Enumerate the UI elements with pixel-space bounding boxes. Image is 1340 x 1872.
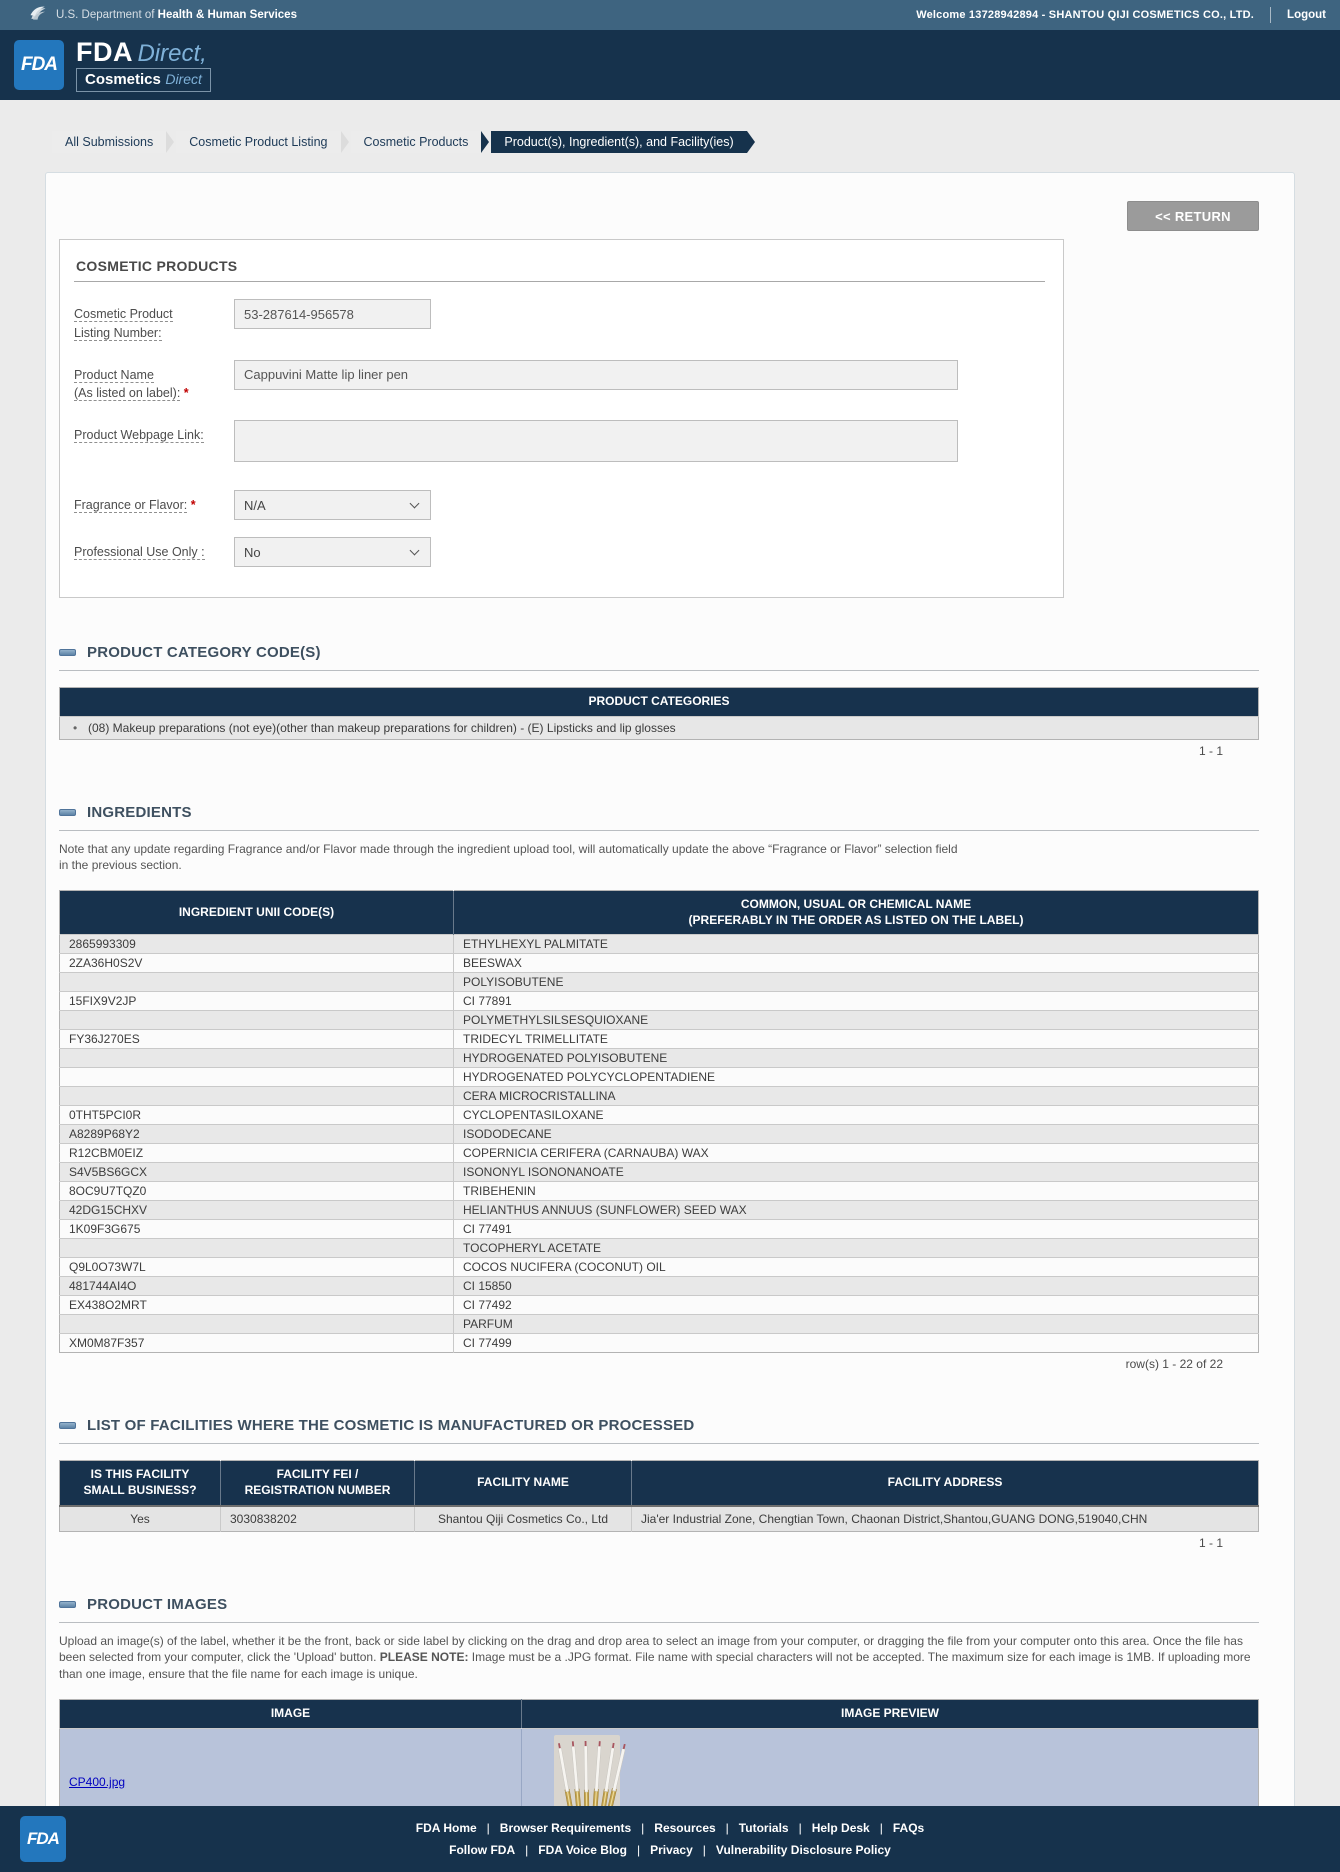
footer-link-separator: | [725,1821,729,1835]
ingredient-name-cell: COCOS NUCIFERA (COCONUT) OIL [454,1258,1259,1277]
table-row [60,954,1259,973]
ingredient-unii-code-cell [60,1239,454,1258]
footer-link[interactable]: Vulnerability Disclosure Policy [715,1843,891,1857]
collapse-icon[interactable] [59,649,76,656]
top-government-bar [0,0,1340,30]
ingredient-name-cell: CI 77891 [454,992,1259,1011]
table-row [60,992,1259,1011]
footer-link[interactable]: Browser Requirements [499,1821,632,1835]
ingredient-name-cell: ISONONYL ISONONANOATE [454,1163,1259,1182]
collapse-icon[interactable] [59,1422,76,1429]
professional-use-select[interactable]: No [234,537,431,567]
product-categories-header: PRODUCT CATEGORIES [60,688,1259,717]
webpage-link-label: Product Webpage Link: [74,428,204,442]
footer-links-row1 [0,1819,1340,1837]
ingredient-unii-code-cell: 2865993309 [60,935,454,954]
facilities-section [59,1417,1259,1549]
category-cell: • (08) Makeup preparations (not eye)(other than makeup preparations for children) - (E) Lipsticks and lip glosses [60,716,1259,739]
table-row [60,1296,1259,1315]
product-images-note: Upload an image(s) of the label, whether it be the front, back or side label by clicking on the drag and drop area to select an image from your computer, or dragging the file from your computer onto this area. Once the file has been selected from your computer, click the 'Upload' button. PLEASE NOTE: Image must be a .JPG format. File name with special characters will not be accepted. The maximum size for each image is 1MB. If uploading more than one image, ensure that the file name for each image is unique. [59,1633,1251,1682]
footer [0,1806,1340,1872]
unii-code-header: INGREDIENT UNII CODE(S) [60,891,454,935]
ingredient-name-cell: POLYISOBUTENE [454,973,1259,992]
table-row [60,1220,1259,1239]
table-row [60,973,1259,992]
product-category-title: PRODUCT CATEGORY CODE(S) [87,644,321,661]
tab-cosmetic-product-listing[interactable]: Cosmetic Product Listing [176,131,340,153]
image-filename-link[interactable]: CP400.jpg [69,1775,126,1790]
ingredient-unii-code-cell: R12CBM0EIZ [60,1144,454,1163]
breadcrumb [52,131,1340,153]
chevron-right-icon [166,131,174,153]
table-row [60,1239,1259,1258]
table-row [60,1011,1259,1030]
facilities-title: LIST OF FACILITIES WHERE THE COSMETIC IS MANUFACTURED OR PROCESSED [87,1417,695,1435]
collapse-icon[interactable] [59,809,76,816]
ingredient-unii-code-cell: 42DG15CHXV [60,1201,454,1220]
ingredient-unii-code-cell: FY36J270ES [60,1030,454,1049]
ingredient-unii-code-cell [60,1087,454,1106]
product-images-title: PRODUCT IMAGES [87,1595,228,1613]
footer-link-separator: | [879,1821,883,1835]
small-business-cell: Yes [60,1506,221,1532]
ingredient-unii-code-cell [60,1049,454,1068]
ingredient-unii-code-cell: EX438O2MRT [60,1296,454,1315]
ingredient-name-cell: HELIANTHUS ANNUUS (SUNFLOWER) SEED WAX [454,1201,1259,1220]
ingredient-unii-code-cell: 8OC9U7TQZ0 [60,1182,454,1201]
footer-link[interactable]: Help Desk [811,1821,870,1835]
table-row [60,1277,1259,1296]
listing-number-input[interactable] [234,299,431,329]
tab-cosmetic-products[interactable]: Cosmetic Products [351,131,482,153]
table-row [60,1030,1259,1049]
facilities-table [59,1460,1259,1531]
hhs-eagle-icon [28,3,48,28]
ingredient-name-cell: BEESWAX [454,954,1259,973]
footer-link[interactable]: Tutorials [738,1821,789,1835]
topbar-divider [1270,7,1271,23]
chevron-right-icon [747,131,755,153]
collapse-icon[interactable] [59,1601,76,1608]
tab-all-submissions[interactable]: All Submissions [52,131,166,153]
footer-link[interactable]: Privacy [650,1843,693,1857]
table-row [60,1125,1259,1144]
facility-address-header: FACILITY ADDRESS [632,1461,1259,1506]
ingredient-name-cell: POLYMETHYLSILSESQUIOXANE [454,1011,1259,1030]
ingredient-name-cell: CI 77499 [454,1334,1259,1353]
fda-logo-footer: FDA [20,1816,66,1862]
ingredients-section [59,804,1259,1372]
app-title: FDA Direct, [76,36,207,67]
footer-link[interactable]: FAQs [892,1821,925,1835]
footer-link-separator: | [486,1821,490,1835]
content-panel [45,172,1295,1872]
footer-link-separator: | [525,1843,529,1857]
professional-use-label: Professional Use Only : [74,545,205,559]
table-row [60,1068,1259,1087]
table-row [60,1258,1259,1277]
product-categories-table [59,687,1259,740]
ingredient-unii-code-cell: 2ZA36H0S2V [60,954,454,973]
table-row [60,1506,1259,1532]
ingredients-title: INGREDIENTS [87,803,192,821]
product-name-label: Product Name (As listed on label): * [74,367,189,401]
ingredient-unii-code-cell [60,1011,454,1030]
footer-link[interactable]: FDA Home [415,1821,477,1835]
ingredients-tbody [60,935,1259,1353]
table-row [60,1049,1259,1068]
footer-link[interactable]: Follow FDA [449,1843,516,1857]
cosmetic-products-section [59,239,1064,598]
agency-name: U.S. Department of Health & Human Services [56,9,297,21]
return-button[interactable]: << RETURN [1127,201,1259,231]
ingredient-unii-code-cell: 1K09F3G675 [60,1220,454,1239]
table-row [60,1163,1259,1182]
fei-number-header: FACILITY FEI / REGISTRATION NUMBER [221,1461,415,1506]
footer-links-row2 [0,1841,1340,1859]
table-row [60,1201,1259,1220]
fragrance-select[interactable]: N/A [234,490,431,520]
ingredient-unii-code-cell: 15FIX9V2JP [60,992,454,1011]
footer-link-separator: | [798,1821,802,1835]
ingredient-name-cell: COPERNICIA CERIFERA (CARNAUBA) WAX [454,1144,1259,1163]
table-row [60,716,1259,739]
chevron-right-icon [481,131,489,153]
chevron-right-icon [341,131,349,153]
table-row [60,1334,1259,1353]
table-row [60,1106,1259,1125]
small-business-header: IS THIS FACILITY SMALL BUSINESS? [60,1461,221,1506]
ingredient-name-cell: HYDROGENATED POLYISOBUTENE [454,1049,1259,1068]
table-row [60,935,1259,954]
image-preview-header: IMAGE PREVIEW [522,1699,1259,1728]
ingredient-name-cell: CI 77491 [454,1220,1259,1239]
footer-link-separator: | [641,1821,645,1835]
product-name-input[interactable] [234,360,958,390]
ingredient-unii-code-cell [60,973,454,992]
table-row [60,1144,1259,1163]
footer-link-separator: | [636,1843,641,1857]
ingredient-unii-code-cell: 0THT5PCI0R [60,1106,454,1125]
tab-product-ingredient-facility[interactable]: Product(s), Ingredient(s), and Facility(ies) [491,131,746,153]
required-asterisk: * [183,386,189,401]
chevron-down-icon [410,498,420,508]
footer-link[interactable]: FDA Voice Blog [538,1843,627,1857]
table-row [60,1087,1259,1106]
product-category-section [59,644,1259,758]
ingredient-name-cell: CI 77492 [454,1296,1259,1315]
pagination-label: 1 - 1 [1198,1535,1223,1550]
ingredient-unii-code-cell [60,1068,454,1087]
ingredient-name-cell: CYCLOPENTASILOXANE [454,1106,1259,1125]
pagination-label: 1 - 1 [1198,743,1223,758]
ingredient-name-cell: CERA MICROCRISTALLINA [454,1087,1259,1106]
ingredient-unii-code-cell: 481744AI4O [60,1277,454,1296]
chevron-down-icon [410,545,420,555]
ingredients-note: Note that any update regarding Fragrance and/or Flavor made through the ingredient upload tool, will automatically update the above “Fragrance or Flavor” selection field in the previous section. [59,841,958,873]
ingredient-unii-code-cell: Q9L0O73W7L [60,1258,454,1277]
facility-name-cell: Shantou Qiji Cosmetics Co., Ltd [415,1506,632,1532]
fei-number-cell: 3030838202 [221,1506,415,1532]
footer-link-separator: | [702,1843,706,1857]
ingredient-name-cell: TRIDECYL TRIMELLITATE [454,1030,1259,1049]
ingredient-name-cell: PARFUM [454,1315,1259,1334]
logout-link[interactable]: Logout [1287,9,1326,21]
ingredient-name-cell: HYDROGENATED POLYCYCLOPENTADIENE [454,1068,1259,1087]
image-header: IMAGE [60,1699,522,1728]
facility-address-cell: Jia'er Industrial Zone, Chengtian Town, Chaonan District,Shantou,GUANG DONG,519040,CHN [632,1506,1259,1532]
welcome-text: Welcome 13728942894 - SHANTOU QIJI COSMETICS CO., LTD. [916,9,1255,21]
app-subtitle: Cosmetics Direct [76,68,211,92]
required-asterisk: * [190,498,196,512]
ingredients-table [59,890,1259,1353]
ingredient-name-cell: ETHYLHEXYL PALMITATE [454,935,1259,954]
fragrance-label: Fragrance or Flavor: * [74,498,196,512]
ingredient-unii-code-cell: XM0M87F357 [60,1334,454,1353]
listing-number-label: Cosmetic Product Listing Number: [74,307,173,340]
ingredient-unii-code-cell: A8289P68Y2 [60,1125,454,1144]
app-header [0,30,1340,100]
ingredient-name-cell: TRIBEHENIN [454,1182,1259,1201]
ingredient-name-cell: TOCOPHERYL ACETATE [454,1239,1259,1258]
table-row [60,1315,1259,1334]
ingredient-name-cell: CI 15850 [454,1277,1259,1296]
facility-name-header: FACILITY NAME [415,1461,632,1506]
ingredient-unii-code-cell [60,1315,454,1334]
webpage-link-input[interactable] [234,420,958,462]
cosmetic-products-title: COSMETIC PRODUCTS [74,254,1045,282]
pagination-label: row(s) 1 - 22 of 22 [1125,1357,1223,1372]
ingredient-unii-code-cell: S4V5BS6GCX [60,1163,454,1182]
footer-link[interactable]: Resources [654,1821,716,1835]
chemical-name-header: COMMON, USUAL OR CHEMICAL NAME (PREFERABLY IN THE ORDER AS LISTED ON THE LABEL) [454,891,1259,935]
table-row [60,1182,1259,1201]
fda-logo: FDA [14,40,64,90]
ingredient-name-cell: ISODODECANE [454,1125,1259,1144]
